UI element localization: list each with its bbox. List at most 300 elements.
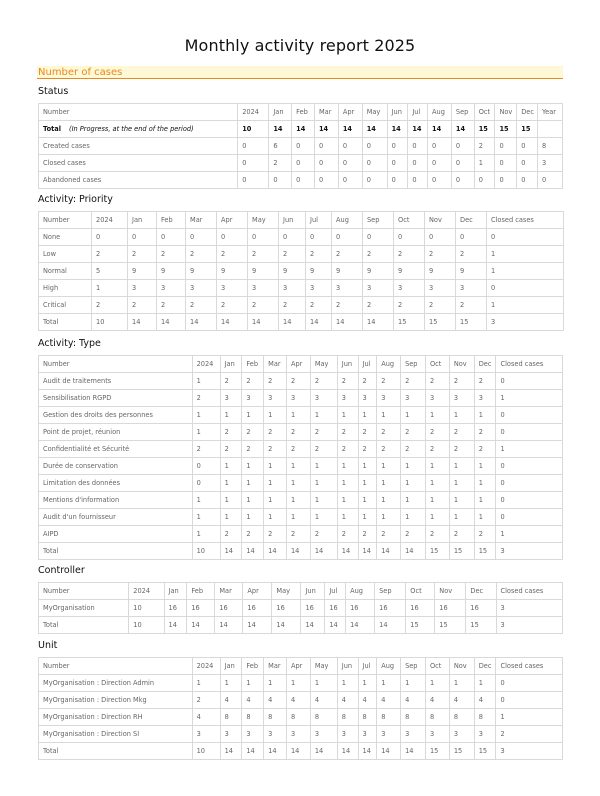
cell-value: 14	[337, 743, 358, 760]
cell-value: 3	[310, 390, 337, 407]
cell-value: 0	[496, 424, 563, 441]
cell-value: 0	[496, 407, 563, 424]
cell-value: 10	[129, 600, 164, 617]
cell-value: 0	[306, 229, 332, 246]
priority-heading: Activity: Priority	[38, 194, 113, 205]
cell-value: 4	[264, 692, 287, 709]
cell-value: 4	[358, 692, 377, 709]
cell-value: 2	[286, 441, 310, 458]
table-row	[39, 155, 563, 172]
cell-value: 14	[377, 543, 401, 560]
cell-value: 8	[537, 138, 562, 155]
cell-value: 14	[242, 743, 264, 760]
total-label: Total	[43, 125, 62, 133]
cell-value: 14	[301, 617, 325, 634]
table-row	[39, 138, 563, 155]
row-label: MyOrganisation : Direction SI	[39, 726, 193, 743]
column-header: Year	[537, 104, 562, 121]
cell-value: 2	[358, 526, 377, 543]
cell-value: 5	[92, 263, 128, 280]
cell-value: 10	[192, 543, 220, 560]
table-row	[39, 121, 563, 138]
cell-value: 1	[337, 475, 358, 492]
column-header: Nov	[435, 583, 466, 600]
table-row	[39, 280, 564, 297]
cell-value: 3	[217, 280, 248, 297]
cell-value: 14	[338, 121, 362, 138]
row-label: Durée de conservation	[39, 458, 193, 475]
cell-value: 1	[192, 509, 220, 526]
column-header: Dec	[456, 212, 487, 229]
column-header: Number	[39, 356, 193, 373]
cell-value: 2	[474, 441, 496, 458]
cell-value: 1	[401, 407, 426, 424]
cell-value: 15	[449, 543, 474, 560]
header-row	[39, 658, 563, 675]
cell-value: 0	[387, 155, 408, 172]
cell-value: 16	[346, 600, 375, 617]
column-header: Sep	[401, 356, 426, 373]
cell-value: 14	[286, 543, 310, 560]
cell-value: 1	[496, 441, 563, 458]
cell-value: 2	[192, 692, 220, 709]
cell-value: 2	[157, 246, 186, 263]
cell-value: 2	[425, 297, 456, 314]
cell-value: 1	[377, 458, 401, 475]
cell-value: 0	[428, 138, 452, 155]
cell-value: 3	[220, 726, 242, 743]
cell-value: 2	[264, 373, 287, 390]
cell-value: 3	[128, 280, 157, 297]
header-row	[39, 583, 563, 600]
table-row	[39, 692, 563, 709]
cell-value: 0	[292, 155, 315, 172]
cell-value: 2	[332, 246, 363, 263]
cell-value: 8	[286, 709, 310, 726]
cell-value: 8	[474, 709, 496, 726]
cell-value: 1	[425, 458, 449, 475]
type-table	[38, 355, 563, 560]
column-header: 2024	[192, 356, 220, 373]
cell-value: 1	[358, 458, 377, 475]
cell-value: 0	[387, 172, 408, 189]
table-row	[39, 297, 564, 314]
cell-value: 2	[377, 373, 401, 390]
column-header: Jan	[164, 583, 187, 600]
table-row	[39, 600, 563, 617]
cell-value: 1	[425, 509, 449, 526]
cell-value: 15	[474, 543, 496, 560]
column-header: Jun	[387, 104, 408, 121]
cell-value: 3	[449, 390, 474, 407]
cell-value: 1	[358, 475, 377, 492]
cell-value: 1	[449, 492, 474, 509]
cell-value: 1	[242, 475, 264, 492]
cell-value: 0	[517, 138, 538, 155]
cell-value: 0	[362, 172, 387, 189]
cell-value	[537, 121, 562, 138]
cell-value: 14	[408, 121, 428, 138]
cell-value: 16	[466, 600, 496, 617]
column-header: Feb	[157, 212, 186, 229]
cell-value: 3	[310, 726, 337, 743]
column-header: Oct	[394, 212, 425, 229]
cell-value: 15	[406, 617, 435, 634]
column-header: Mar	[314, 104, 338, 121]
cell-value: 2	[358, 441, 377, 458]
row-label: Audit de traitements	[39, 373, 193, 390]
cell-value: 1	[487, 263, 564, 280]
cell-value: 15	[466, 617, 496, 634]
cell-value: 0	[408, 172, 428, 189]
cell-value: 3	[248, 280, 279, 297]
cell-value: 8	[337, 709, 358, 726]
cell-value: 0	[394, 229, 425, 246]
cell-value: 2	[401, 373, 426, 390]
column-header: Number	[39, 583, 129, 600]
cell-value: 1	[337, 675, 358, 692]
row-label: Sensibilisation RGPD	[39, 390, 193, 407]
cell-value: 3	[186, 280, 217, 297]
cell-value: 3	[264, 726, 287, 743]
cell-value: 3	[363, 280, 394, 297]
cell-value: 14	[310, 543, 337, 560]
row-label: MyOrganisation : Direction RH	[39, 709, 193, 726]
cell-value: 0	[537, 172, 562, 189]
cell-value: 2	[306, 246, 332, 263]
cell-value: 2	[474, 424, 496, 441]
cell-value: 14	[325, 617, 346, 634]
cell-value: 2	[186, 246, 217, 263]
cell-value: 1	[310, 509, 337, 526]
cell-value: 1	[264, 407, 287, 424]
cell-value: 14	[401, 743, 426, 760]
row-label: Total	[39, 543, 193, 560]
column-header: Sep	[363, 212, 394, 229]
cell-value: 3	[474, 726, 496, 743]
cell-value: 0	[338, 138, 362, 155]
column-header: Sep	[451, 104, 474, 121]
cell-value: 3	[286, 390, 310, 407]
cell-value: 1	[192, 373, 220, 390]
column-header: Sep	[401, 658, 426, 675]
cell-value: 14	[220, 543, 242, 560]
cell-value: 4	[337, 692, 358, 709]
cell-value: 1	[377, 407, 401, 424]
cell-value: 14	[157, 314, 186, 331]
cell-value: 15	[425, 314, 456, 331]
cell-value: 1	[242, 675, 264, 692]
cell-value: 1	[449, 475, 474, 492]
cell-value: 15	[474, 121, 495, 138]
column-header: 2024	[129, 583, 164, 600]
row-label: Limitation des données	[39, 475, 193, 492]
unit-table	[38, 657, 563, 760]
row-label: Total	[39, 617, 129, 634]
cell-value: 2	[220, 441, 242, 458]
cell-value: 15	[425, 743, 449, 760]
cell-value: 2	[474, 373, 496, 390]
column-header: 2024	[92, 212, 128, 229]
cell-value: 1	[192, 424, 220, 441]
cell-value: 2	[192, 390, 220, 407]
row-label: Closed cases	[39, 155, 238, 172]
cell-value: 2	[269, 155, 292, 172]
row-label: High	[39, 280, 92, 297]
cell-value: 15	[495, 121, 517, 138]
cell-value: 4	[474, 692, 496, 709]
cell-value: 14	[286, 743, 310, 760]
cell-value: 14	[362, 121, 387, 138]
cell-value: 1	[242, 458, 264, 475]
column-header: Apr	[286, 658, 310, 675]
cell-value: 9	[363, 263, 394, 280]
cell-value: 2	[456, 246, 487, 263]
cell-value: 2	[377, 526, 401, 543]
cell-value: 1	[425, 475, 449, 492]
controller-table	[38, 582, 563, 634]
cell-value: 14	[264, 743, 287, 760]
table-row	[39, 526, 563, 543]
cell-value: 16	[187, 600, 215, 617]
cell-value: 14	[215, 617, 243, 634]
cell-value: 0	[186, 229, 217, 246]
cell-value: 1	[474, 155, 495, 172]
cell-value: 2	[474, 138, 495, 155]
cell-value: 1	[377, 492, 401, 509]
cell-value: 2	[474, 526, 496, 543]
cell-value: 3	[242, 726, 264, 743]
table-row	[39, 263, 564, 280]
column-header: Oct	[425, 658, 449, 675]
cell-value: 2	[496, 726, 563, 743]
cell-value: 2	[128, 246, 157, 263]
cell-value: 1	[496, 709, 563, 726]
cell-value: 8	[220, 709, 242, 726]
cell-value: 0	[279, 229, 306, 246]
cell-value: 14	[363, 314, 394, 331]
cell-value: 3	[377, 390, 401, 407]
cell-value: 0	[495, 155, 517, 172]
cell-value: 3	[425, 280, 456, 297]
cell-value: 0	[217, 229, 248, 246]
cell-value: 4	[425, 692, 449, 709]
cell-value: 4	[242, 692, 264, 709]
cell-value: 1	[377, 509, 401, 526]
row-label	[39, 121, 238, 138]
table-row	[39, 314, 564, 331]
status-heading: Status	[38, 86, 69, 97]
cell-value: 3	[496, 617, 563, 634]
cell-value: 0	[362, 138, 387, 155]
cell-value: 1	[401, 492, 426, 509]
cell-value: 2	[363, 246, 394, 263]
cell-value: 9	[157, 263, 186, 280]
cell-value: 1	[92, 280, 128, 297]
cell-value: 1	[401, 458, 426, 475]
cell-value: 4	[401, 692, 426, 709]
cell-value: 1	[264, 675, 287, 692]
row-label: Normal	[39, 263, 92, 280]
row-label: MyOrganisation : Direction Mkg	[39, 692, 193, 709]
cell-value: 15	[435, 617, 466, 634]
cell-value: 0	[496, 675, 563, 692]
cell-value: 1	[449, 675, 474, 692]
cell-value: 1	[337, 492, 358, 509]
cell-value: 10	[129, 617, 164, 634]
cell-value: 14	[451, 121, 474, 138]
section-header-number-of-cases: Number of cases	[37, 66, 563, 79]
cell-value: 1	[474, 509, 496, 526]
cell-value: 2	[128, 297, 157, 314]
column-header: Aug	[377, 658, 401, 675]
cell-value: 14	[220, 743, 242, 760]
cell-value: 2	[425, 246, 456, 263]
cell-value: 0	[292, 138, 315, 155]
cell-value: 0	[292, 172, 315, 189]
column-header: Closed cases	[496, 356, 563, 373]
cell-value: 2	[92, 246, 128, 263]
cell-value: 2	[217, 297, 248, 314]
cell-value: 1	[220, 458, 242, 475]
cell-value: 14	[358, 743, 377, 760]
cell-value: 3	[279, 280, 306, 297]
column-header: Jan	[220, 658, 242, 675]
cell-value: 1	[286, 407, 310, 424]
cell-value: 16	[164, 600, 187, 617]
column-header: Jul	[358, 658, 377, 675]
cell-value: 1	[425, 492, 449, 509]
cell-value: 16	[272, 600, 301, 617]
cell-value: 9	[128, 263, 157, 280]
column-header: Jun	[337, 356, 358, 373]
cell-value: 14	[337, 543, 358, 560]
cell-value: 3	[286, 726, 310, 743]
cell-value: 6	[269, 138, 292, 155]
cell-value: 2	[425, 526, 449, 543]
cell-value: 15	[456, 314, 487, 331]
column-header: Jun	[337, 658, 358, 675]
cell-value: 14	[248, 314, 279, 331]
cell-value: 2	[286, 373, 310, 390]
cell-value: 3	[242, 390, 264, 407]
cell-value: 1	[358, 407, 377, 424]
cell-value: 1	[264, 458, 287, 475]
cell-value: 0	[451, 138, 474, 155]
cell-value: 2	[220, 526, 242, 543]
cell-value: 2	[358, 424, 377, 441]
cell-value: 3	[425, 726, 449, 743]
cell-value: 1	[286, 675, 310, 692]
cell-value: 1	[192, 675, 220, 692]
row-label: Gestion des droits des personnes	[39, 407, 193, 424]
cell-value: 2	[337, 526, 358, 543]
cell-value: 14	[310, 743, 337, 760]
cell-value: 9	[394, 263, 425, 280]
cell-value: 3	[425, 390, 449, 407]
row-label: Audit d'un fournisseur	[39, 509, 193, 526]
cell-value: 14	[401, 543, 426, 560]
cell-value: 10	[92, 314, 128, 331]
column-header: Aug	[332, 212, 363, 229]
cell-value: 1	[310, 458, 337, 475]
column-header: Feb	[187, 583, 215, 600]
cell-value: 16	[243, 600, 272, 617]
cell-value: 0	[495, 138, 517, 155]
cell-value: 4	[286, 692, 310, 709]
cell-value: 14	[269, 121, 292, 138]
cell-value: 1	[192, 407, 220, 424]
table-row	[39, 458, 563, 475]
cell-value: 2	[377, 441, 401, 458]
cell-value: 2	[425, 373, 449, 390]
cell-value: 1	[310, 492, 337, 509]
column-header: May	[248, 212, 279, 229]
column-header: Closed cases	[496, 583, 563, 600]
cell-value: 8	[358, 709, 377, 726]
cell-value: 3	[358, 390, 377, 407]
cell-value: 0	[496, 475, 563, 492]
cell-value: 3	[474, 390, 496, 407]
row-label: Total	[39, 743, 193, 760]
table-row	[39, 475, 563, 492]
cell-value: 0	[269, 172, 292, 189]
cell-value: 1	[449, 458, 474, 475]
cell-value: 3	[220, 390, 242, 407]
cell-value: 2	[394, 246, 425, 263]
cell-value: 8	[449, 709, 474, 726]
cell-value: 15	[474, 743, 496, 760]
cell-value: 2	[337, 373, 358, 390]
cell-value: 1	[264, 492, 287, 509]
controller-heading: Controller	[38, 565, 85, 576]
cell-value: 1	[474, 458, 496, 475]
cell-value: 2	[242, 424, 264, 441]
cell-value: 0	[456, 229, 487, 246]
cell-value: 9	[332, 263, 363, 280]
cell-value: 14	[164, 617, 187, 634]
cell-value: 1	[242, 509, 264, 526]
cell-value: 14	[242, 543, 264, 560]
cell-value: 3	[496, 743, 563, 760]
cell-value: 16	[325, 600, 346, 617]
column-header: Number	[39, 104, 238, 121]
cell-value: 0	[496, 509, 563, 526]
column-header: Apr	[338, 104, 362, 121]
table-row	[39, 709, 563, 726]
cell-value: 14	[375, 617, 406, 634]
cell-value: 0	[408, 138, 428, 155]
cell-value: 1	[286, 509, 310, 526]
cell-value: 1	[220, 475, 242, 492]
cell-value: 14	[186, 314, 217, 331]
cell-value: 2	[242, 526, 264, 543]
cell-value: 3	[496, 543, 563, 560]
column-header: Dec	[474, 658, 496, 675]
cell-value: 0	[363, 229, 394, 246]
cell-value: 0	[192, 458, 220, 475]
header-row	[39, 356, 563, 373]
cell-value: 2	[310, 526, 337, 543]
cell-value: 2	[286, 424, 310, 441]
cell-value: 2	[264, 424, 287, 441]
cell-value: 14	[128, 314, 157, 331]
cell-value: 1	[496, 526, 563, 543]
row-label: Created cases	[39, 138, 238, 155]
cell-value: 2	[449, 424, 474, 441]
cell-value: 2	[220, 424, 242, 441]
cell-value: 1	[487, 297, 564, 314]
